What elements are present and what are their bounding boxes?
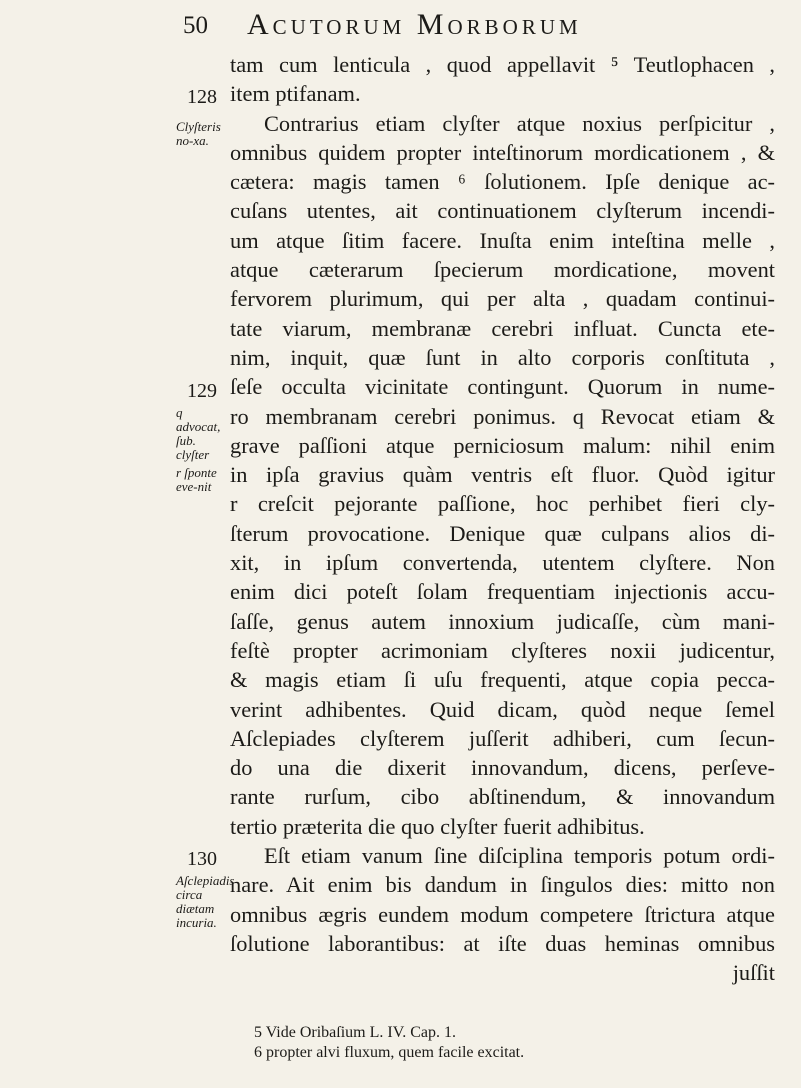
text-line: rante rurſum, cibo abſtinendum, & innovandum [230,784,775,810]
margin-note-asclepiadis: Aſclepiadis circa diætam incuria. [176,873,235,930]
text-line: nare. Ait enim bis dandum in ſingulos dies: mitto non [230,872,775,898]
footnote-6: 6 propter alvi fluxum, quem facile excitat. [254,1044,525,1061]
margin-note-r-sponte: r ſponte eve-nit [176,465,217,494]
running-title: Acutorum Morborum [247,8,582,41]
margin-number-128: 128 [187,86,217,108]
margin-number-130: 130 [187,848,217,870]
text-line: tam cum lenticula , quod appellavit ⁵ Teutlophacen , [230,52,775,77]
margin-note-q-advocat: q advocat, ſub. clyſter [176,405,221,462]
text-line: Aſclepiades clyſterem juſſerit adhiberi, cum ſecun- [230,725,775,751]
text-line: enim dici poteſt ſolam frequentiam injectionis accu- [230,579,775,605]
page-number: 50 [183,12,208,39]
text-line: Eſt etiam vanum ſine diſciplina temporis potum ordi- [264,843,775,869]
text-line: ſolutione laborantibus: at iſte duas heminas omnibus [230,930,775,956]
text-line: & magis etiam ſi uſu frequenti, atque copia pecca- [230,667,775,693]
text-line: um atque ſitim facere. Inuſta enim inteſtina melle , [230,227,775,253]
text-line: ſaſſe, genus autem innoxium judicaſſe, cùm mani- [230,608,775,634]
text-line: do una die dixerit innovandum, dicens, perſeve- [230,755,775,781]
text-line: grave paſſioni atque perniciosum malum: nihil enim [230,432,775,458]
catchword: juſſit [732,960,775,986]
text-line: atque cæterarum ſpecierum mordicatione, movent [230,257,775,283]
text-line: Contrarius etiam clyſter atque noxius perſpicitur , [264,110,775,136]
page-header [183,6,683,46]
text-line: tertio præterita die quo clyſter fuerit adhibitus. [230,813,645,839]
text-line: in ipſa gravius quàm ventris eſt fluor. Quòd igitur [230,462,775,488]
text-line: cætera: magis tamen ⁶ ſolutionem. Ipſe denique ac- [230,169,775,195]
footnotes [254,1023,524,1063]
text-line: omnibus quidem propter inteſtinorum mordicationem , & [230,139,775,165]
text-line: feſtè propter acrimoniam clyſteres noxii judicentur, [230,637,775,663]
text-line: item ptifanam. [230,81,361,107]
text-line: tate viarum, membranæ cerebri influat. Cuncta ete- [230,315,775,341]
footnote-5: 5 Vide Oribaſium L. IV. Cap. 1. [254,1024,456,1041]
text-line: r creſcit pejorante paſſione, hoc perhibet fieri cly- [230,491,775,517]
text-line: ſterum provocatione. Denique quæ culpans alios di- [230,520,775,546]
text-line: fervorem plurimum, qui per alta , quadam continui- [230,286,775,312]
text-line: omnibus ægris eundem modum competere ſtrictura atque [230,901,775,927]
text-line: ſeſe occulta vicinitate contingunt. Quorum in nume- [230,374,775,400]
text-line: verint adhibentes. Quid dicam, quòd neque ſemel [230,696,775,722]
text-line: ro membranam cerebri ponimus. q Revocat etiam & [230,403,775,429]
margin-number-129: 129 [187,380,217,402]
text-line: xit, in ipſum convertenda, utentem clyſtere. Non [230,550,775,576]
text-line: cuſans utentes, ait continuationem clyſterum incendi- [230,198,775,224]
margin-note-clysteris-noxa: Clyſteris no-xa. [176,119,221,148]
body-text [230,50,775,988]
text-line: nim, inquit, quæ ſunt in alto corporis conſtituta , [230,344,775,370]
